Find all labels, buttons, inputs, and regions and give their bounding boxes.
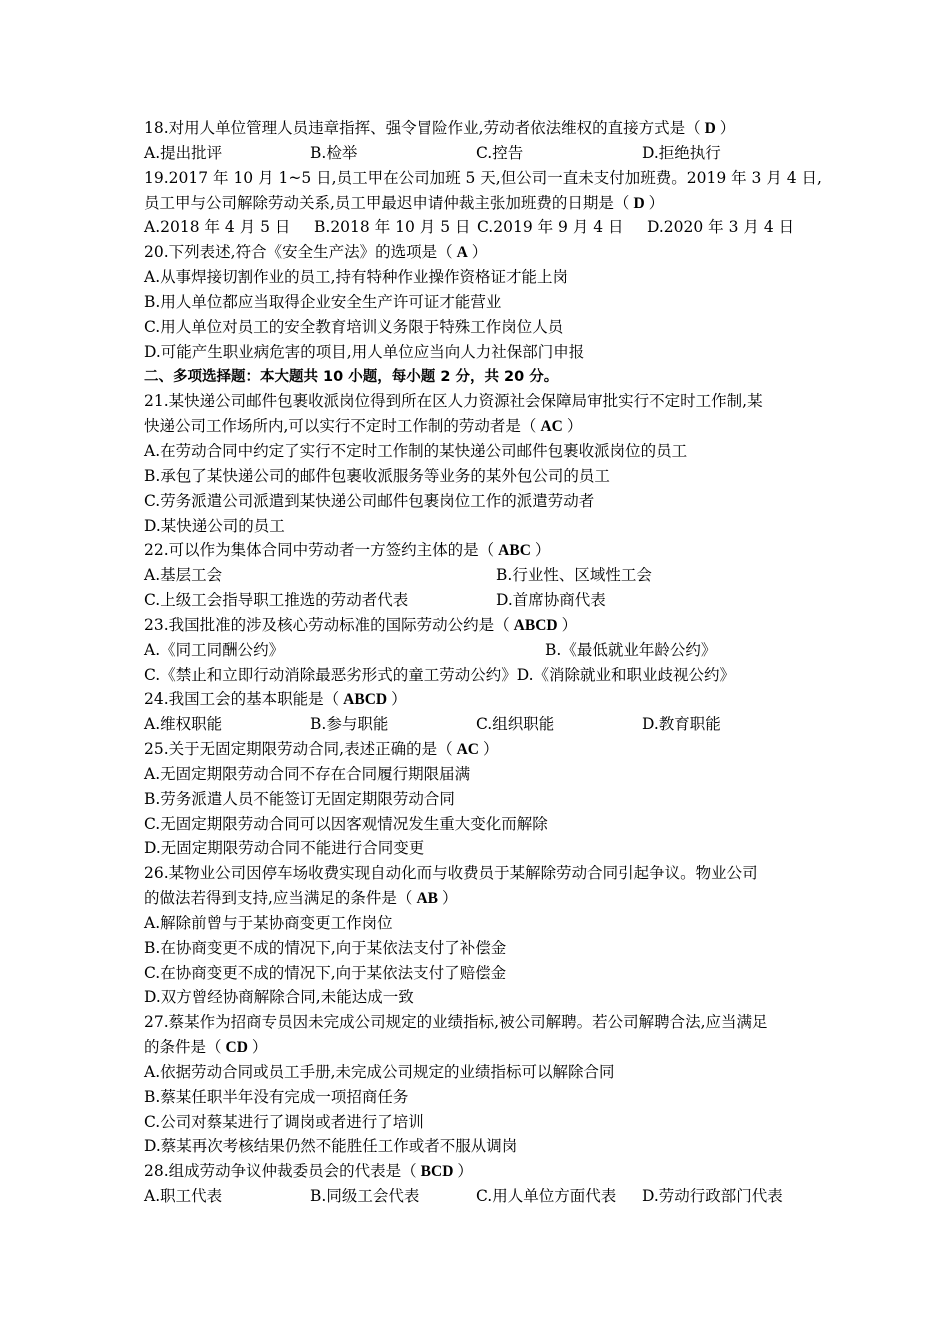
answer-28: BCD (420, 1163, 454, 1180)
question-23: 23.我国批准的涉及核心劳动标准的国际劳动公约是（ ABCD ） (144, 616, 578, 634)
option-20-c: C.用人单位对员工的安全教育培训义务限于特殊工作岗位人员 (144, 318, 564, 336)
option-20-a: A.从事焊接切割作业的员工,持有特种作业操作资格证才能上岗 (144, 268, 569, 286)
options-18: A.提出批评 B.检举 C.控告 D.拒绝执行 (144, 144, 721, 162)
question-19: 19.2017 年 10 月 1~5 日,员工甲在公司加班 5 天,但公司一直未支付加班费。2019 年 3 月 4 日, (144, 169, 822, 187)
option-21-b: B.承包了某快递公司的邮件包裹收派服务等业务的某外包公司的员工 (144, 467, 610, 485)
option-27-a: A.依据劳动合同或员工手册,未完成公司规定的业绩指标可以解除合同 (144, 1063, 615, 1081)
options-24: A.维权职能 B.参与职能 C.组织职能 D.教育职能 (144, 715, 721, 733)
question-26-cont: 的做法若得到支持,应当满足的条件是（ AB ） (144, 889, 458, 907)
option-25-d: D.无固定期限劳动合同不能进行合同变更 (144, 839, 425, 857)
answer-19: D (633, 195, 645, 212)
option-25-c: C.无固定期限劳动合同可以因客观情况发生重大变化而解除 (144, 815, 548, 833)
option-25-a: A.无固定期限劳动合同不存在合同履行期限届满 (144, 765, 471, 783)
question-21-cont: 快递公司工作场所内,可以实行不定时工作制的劳动者是（ AC ） (144, 417, 583, 435)
options-19: A.2018 年 4 月 5 日 B.2018 年 10 月 5 日 C.2019 年 9 月 4 日 D.2020 年 3 月 4 日 (144, 218, 795, 236)
option-26-d: D.双方曾经协商解除合同,未能达成一致 (144, 988, 414, 1006)
option-21-c: C.劳务派遣公司派遣到某快递公司邮件包裹岗位工作的派遣劳动者 (144, 492, 595, 510)
option-25-b: B.劳务派遣人员不能签订无固定期限劳动合同 (144, 790, 455, 808)
question-20: 20.下列表述,符合《安全生产法》的选项是（ A ） (144, 243, 488, 261)
answer-23: ABCD (513, 617, 558, 634)
option-21-a: A.在劳动合同中约定了实行不定时工作制的某快递公司邮件包裹收派岗位的员工 (144, 442, 688, 460)
options-23-cd: C.《禁止和立即行动消除最恶劣形式的童工劳动公约》D.《消除就业和职业歧视公约》 (144, 666, 736, 684)
option-27-c: C.公司对蔡某进行了调岗或者进行了培训 (144, 1113, 424, 1131)
question-22: 22.可以作为集体合同中劳动者一方签约主体的是（ ABC ） (144, 541, 551, 559)
options-22-ab: A.基层工会 B.行业性、区域性工会 (144, 566, 652, 584)
question-27: 27.蔡某作为招商专员因未完成公司规定的业绩指标,被公司解聘。若公司解聘合法,应当满足 (144, 1013, 768, 1031)
question-19-cont: 员工甲与公司解除劳动关系,员工甲最迟申请仲裁主张加班费的日期是（ D ） (144, 194, 665, 212)
options-23-ab: A.《同工同酬公约》 B.《最低就业年龄公约》 (144, 641, 717, 659)
option-27-d: D.蔡某再次考核结果仍然不能胜任工作或者不服从调岗 (144, 1137, 518, 1155)
answer-20: A (456, 244, 468, 261)
answer-25: AC (456, 741, 479, 758)
option-27-b: B.蔡某任职半年没有完成一项招商任务 (144, 1088, 409, 1106)
question-25: 25.关于无固定期限劳动合同,表述正确的是（ AC ） (144, 740, 499, 758)
answer-21: AC (540, 418, 563, 435)
option-20-b: B.用人单位都应当取得企业安全生产许可证才能营业 (144, 293, 502, 311)
question-18: 18.对用人单位管理人员违章指挥、强令冒险作业,劳动者依法维权的直接方式是（ D ） (144, 119, 736, 137)
question-24: 24.我国工会的基本职能是（ ABCD ） (144, 690, 407, 708)
section-heading: 二、多项选择题：本大题共 10 小题，每小题 2 分，共 20 分。 (144, 369, 559, 385)
question-28: 28.组成劳动争议仲裁委员会的代表是（ BCD ） (144, 1162, 473, 1180)
options-28: A.职工代表 B.同级工会代表 C.用人单位方面代表 D.劳动行政部门代表 (144, 1187, 783, 1205)
question-27-cont: 的条件是（ CD ） (144, 1038, 268, 1056)
option-26-a: A.解除前曾与于某协商变更工作岗位 (144, 914, 393, 932)
answer-18: D (704, 120, 716, 137)
answer-26: AB (416, 890, 438, 907)
answer-27: CD (225, 1039, 248, 1056)
answer-24: ABCD (343, 691, 388, 708)
option-26-c: C.在协商变更不成的情况下,向于某依法支付了赔偿金 (144, 964, 507, 982)
answer-22: ABC (498, 542, 531, 559)
option-20-d: D.可能产生职业病危害的项目,用人单位应当向人力社保部门申报 (144, 343, 585, 361)
question-21: 21.某快递公司邮件包裹收派岗位得到所在区人力资源社会保障局审批实行不定时工作制,某 (144, 392, 763, 410)
option-26-b: B.在协商变更不成的情况下,向于某依法支付了补偿金 (144, 939, 507, 957)
question-26: 26.某物业公司因停车场收费实现自动化而与收费员于某解除劳动合同引起争议。物业公司 (144, 864, 758, 882)
option-21-d: D.某快递公司的员工 (144, 517, 285, 535)
options-22-cd: C.上级工会指导职工推选的劳动者代表 D.首席协商代表 (144, 591, 606, 609)
